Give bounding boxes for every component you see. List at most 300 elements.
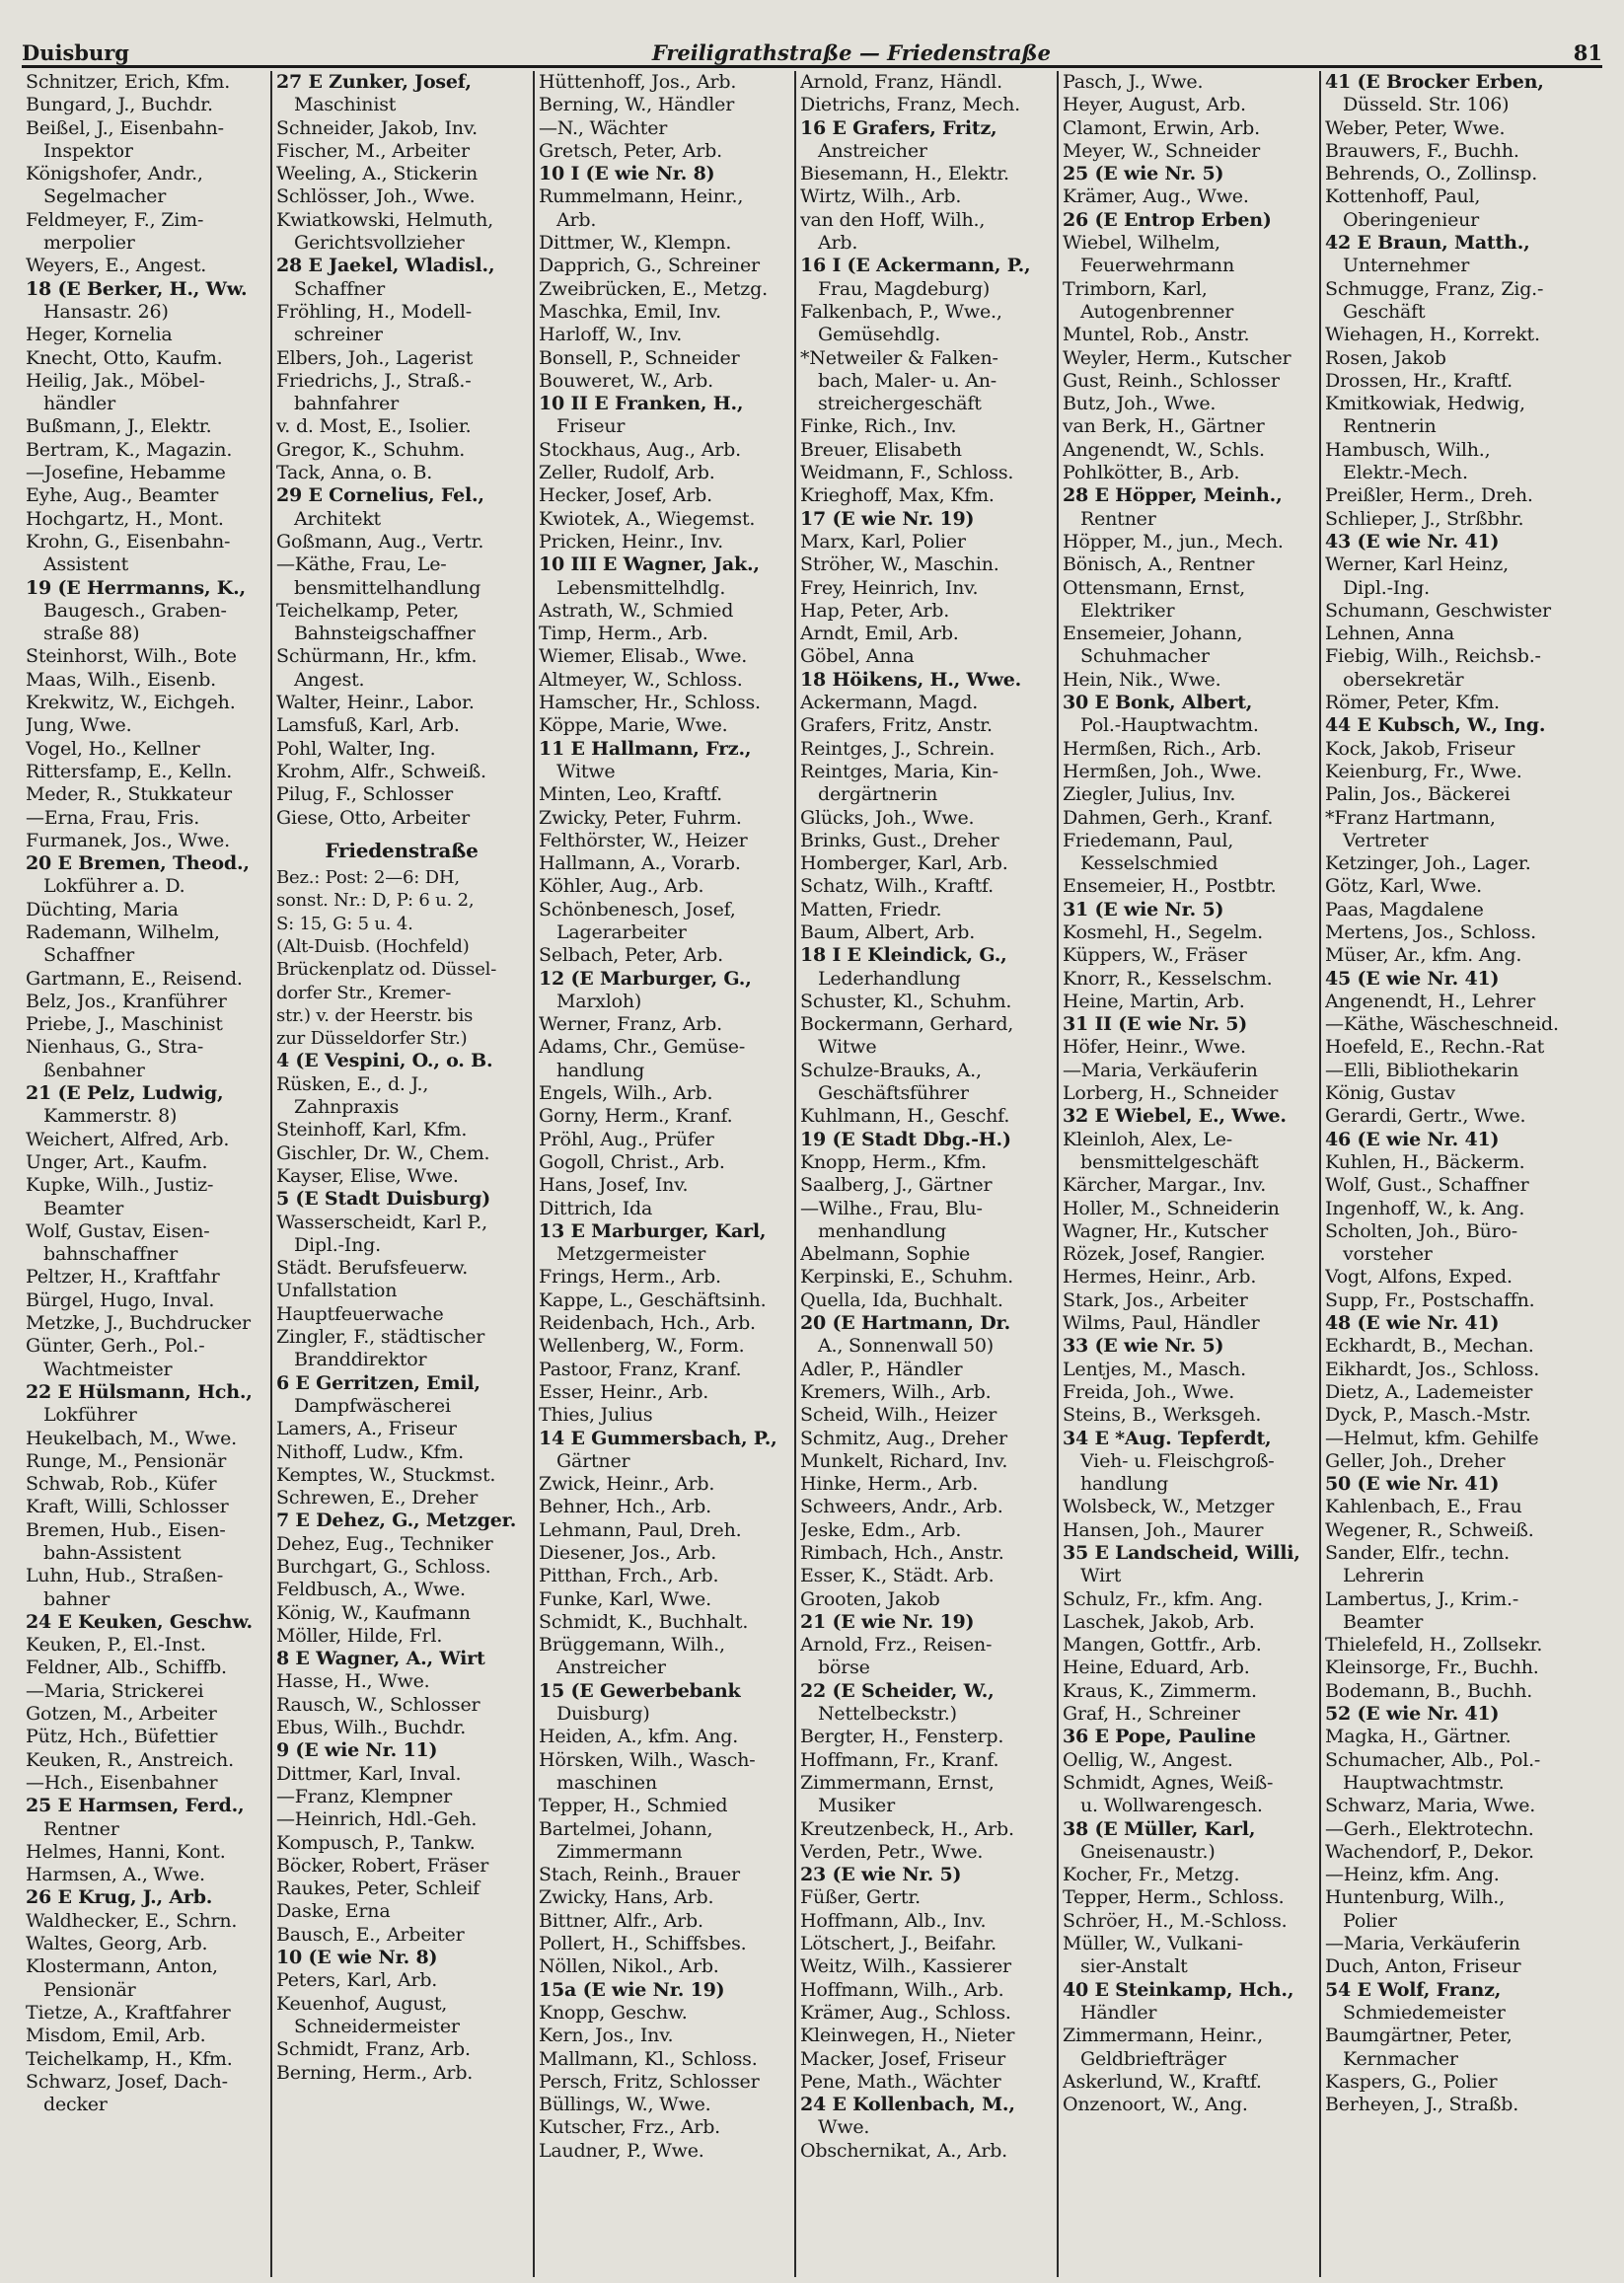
directory-entry: Paas, Magdalene (1325, 898, 1484, 921)
directory-entry: Helmes, Hanni, Kont. (26, 1840, 226, 1863)
directory-entry: Römer, Peter, Kfm. (1325, 692, 1500, 714)
directory-entry: —Helmut, kfm. Gehilfe (1325, 1427, 1539, 1449)
house-number-entry: 40 E Steinkamp, Hch., (1063, 1978, 1294, 2001)
directory-entry: Höpper, M., jun., Mech. (1063, 530, 1284, 552)
entry-continuation: Wwe. (818, 2116, 870, 2139)
entry-continuation: Beamter (1343, 1610, 1424, 1633)
directory-entry: Rittersfamp, E., Kelln. (26, 760, 233, 782)
directory-entry: Baum, Albert, Arb. (800, 921, 976, 943)
directory-entry: Füßer, Gertr. (800, 1886, 922, 1909)
entry-continuation: Nettelbeckstr.) (818, 1703, 957, 1726)
house-number-entry: 19 (E Herrmanns, K., (26, 576, 246, 599)
entry-continuation: Geldbriefträger (1080, 2047, 1226, 2070)
directory-entry: Grafers, Fritz, Anstr. (800, 714, 993, 737)
directory-entry: Frey, Heinrich, Inv. (800, 576, 979, 599)
directory-entry: Pütz, Hch., Büfettier (26, 1726, 218, 1748)
entry-continuation: Kernmacher (1343, 2047, 1458, 2070)
directory-entry: Schulze-Brauks, A., (800, 1059, 982, 1081)
directory-entry: Bertram, K., Magazin. (26, 438, 233, 461)
directory-entry: Laudner, P., Wwe. (539, 2139, 704, 2162)
entry-continuation: Witwe (818, 1036, 877, 1059)
directory-entry: Berning, W., Händler (539, 94, 735, 116)
directory-entry: Städt. Berufsfeuerw. (276, 1257, 469, 1280)
directory-entry: Hinke, Herm., Arb. (800, 1473, 979, 1496)
directory-entry: Raukes, Peter, Schleif (276, 1878, 480, 1900)
directory-entry: Friedrichs, J., Straß.- (276, 369, 472, 392)
directory-entry: Heine, Eduard, Arb. (1063, 1657, 1250, 1679)
directory-entry: Tepper, Herm., Schloss. (1063, 1886, 1285, 1909)
directory-entry: Pastoor, Franz, Kranf. (539, 1358, 742, 1380)
directory-entry: Muntel, Rob., Anstr. (1063, 324, 1250, 346)
directory-entry: Friedemann, Paul, (1063, 829, 1234, 851)
directory-entry: Altmeyer, W., Schloss. (539, 668, 743, 691)
directory-entry: Hallmann, A., Vorarb. (539, 852, 741, 875)
directory-entry: Kleinwegen, H., Nieter (800, 2025, 1015, 2047)
street-description: dorfer Str., Kremer- (276, 982, 452, 1003)
directory-entry: Keuenhof, August, (276, 1992, 448, 2015)
directory-entry: Marx, Karl, Polier (800, 530, 966, 552)
entry-continuation: Lokführer a. D. (43, 875, 185, 898)
directory-entry: Brinks, Gust., Dreher (800, 829, 999, 851)
entry-continuation: Segelmacher (43, 185, 167, 208)
directory-entry: Arndt, Emil, Arb. (800, 623, 959, 645)
directory-entry: Jung, Wwe. (26, 714, 132, 737)
directory-entry: Arnold, Franz, Händl. (800, 71, 1002, 93)
street-description: sonst. Nr.: D, P: 6 u. 2, (276, 890, 475, 912)
house-number-entry: 44 E Kubsch, W., Ing. (1325, 714, 1546, 737)
directory-entry: Dittmer, Karl, Inval. (276, 1762, 462, 1785)
directory-entry: Hap, Peter, Arb. (800, 599, 950, 622)
directory-entry: Krohn, G., Eisenbahn- (26, 530, 231, 552)
house-number-entry: 22 (E Scheider, W., (800, 1679, 995, 1702)
house-number-entry: 26 (E Entrop Erben) (1063, 208, 1272, 231)
directory-entry: Krohm, Alfr., Schweiß. (276, 760, 486, 782)
entry-continuation: bensmittelhandlung (294, 576, 481, 599)
directory-entry: Schuster, Kl., Schuhm. (800, 990, 1012, 1012)
directory-entry: Knecht, Otto, Kaufm. (26, 346, 223, 369)
directory-entry: Hermßen, Joh., Wwe. (1063, 760, 1262, 782)
directory-entry: Hoffmann, Fr., Kranf. (800, 1748, 999, 1771)
house-number-entry: 23 (E wie Nr. 5) (800, 1864, 962, 1886)
directory-entry: Knopp, Herm., Kfm. (800, 1150, 987, 1173)
directory-entry: Schmidt, K., Buchhalt. (539, 1610, 749, 1633)
directory-entry: Stark, Jos., Arbeiter (1063, 1289, 1248, 1311)
directory-entry: —Käthe, Wäscheschneid. (1325, 1013, 1559, 1036)
directory-entry: Esser, Heinr., Arb. (539, 1380, 709, 1403)
directory-entry: Weeling, A., Stickerin (276, 163, 479, 185)
house-number-entry: 28 E Höpper, Meinh., (1063, 484, 1283, 507)
directory-entry: Duch, Anton, Friseur (1325, 1955, 1521, 1978)
directory-entry: Lehmann, Paul, Dreh. (539, 1518, 742, 1541)
directory-entry: Schlieper, J., Strßbhr. (1325, 507, 1524, 530)
directory-entry: *Franz Hartmann, (1325, 806, 1496, 829)
entry-continuation: Architekt (294, 507, 381, 530)
house-number-entry: 18 (E Berker, H., Ww. (26, 277, 248, 300)
directory-entry: —Heinz, kfm. Ang. (1325, 1864, 1500, 1886)
house-number-entry: 41 (E Brocker Erben, (1325, 71, 1544, 93)
entry-continuation: Hansastr. 26) (43, 300, 169, 323)
directory-entry: Kremers, Wilh., Arb. (800, 1380, 992, 1403)
directory-entry: Stach, Reinh., Brauer (539, 1864, 740, 1886)
house-number-entry: 20 E Bremen, Theod., (26, 852, 250, 875)
directory-entry: Angenendt, H., Lehrer (1325, 990, 1535, 1012)
directory-entry: Unger, Art., Kaufm. (26, 1150, 208, 1173)
directory-entry: Zwick, Heinr., Arb. (539, 1473, 715, 1496)
directory-entry: —Erna, Frau, Fris. (26, 806, 200, 829)
directory-entry: Heyer, August, Arb. (1063, 94, 1246, 116)
directory-entry: Rausch, W., Schlosser (276, 1693, 480, 1716)
directory-entry: Weidmann, F., Schloss. (800, 462, 1014, 484)
entry-continuation: Metzgermeister (556, 1243, 706, 1266)
directory-entry: Meyer, W., Schneider (1063, 139, 1261, 162)
directory-entry: Nienhaus, G., Stra- (26, 1036, 204, 1059)
directory-entry: Schlösser, Joh., Wwe. (276, 185, 476, 208)
directory-entry: Meder, R., Stukkateur (26, 783, 232, 806)
directory-entry: Goßmann, Aug., Vertr. (276, 530, 484, 552)
directory-entry: —Maria, Verkäuferin (1063, 1059, 1258, 1081)
directory-entry: Wiebel, Wilhelm, (1063, 232, 1220, 255)
house-number-entry: 27 E Zunker, Josef, (276, 71, 472, 93)
house-number-entry: 6 E Gerritzen, Emil, (276, 1371, 480, 1394)
entry-continuation: bahnschaffner (43, 1243, 178, 1266)
directory-entry: Scheid, Wilh., Heizer (800, 1404, 997, 1427)
directory-entry: Ottensmann, Ernst, (1063, 576, 1245, 599)
directory-entry: Küppers, W., Fräser (1063, 944, 1247, 967)
directory-entry: Graf, H., Schreiner (1063, 1703, 1240, 1726)
house-number-entry: 7 E Dehez, G., Metzger. (276, 1510, 517, 1532)
directory-entry: Ströher, W., Maschin. (800, 553, 999, 576)
directory-entry: Wagner, Hr., Kutscher (1063, 1219, 1269, 1242)
house-number-entry: 25 (E wie Nr. 5) (1063, 163, 1224, 185)
directory-entry: Biesemann, H., Elektr. (800, 163, 1009, 185)
directory-entry: Wolf, Gustav, Eisen- (26, 1219, 210, 1242)
directory-entry: Weber, Peter, Wwe. (1325, 116, 1506, 139)
directory-entry: Giese, Otto, Arbeiter (276, 806, 470, 829)
house-number-entry: 38 (E Müller, Karl, (1063, 1817, 1256, 1840)
directory-entry: Lorberg, H., Schneider (1063, 1082, 1279, 1105)
house-number-entry: 31 II (E wie Nr. 5) (1063, 1013, 1248, 1036)
directory-columns (22, 71, 1602, 2277)
directory-entry: Minten, Leo, Kraftf. (539, 783, 723, 806)
directory-entry: Walter, Heinr., Labor. (276, 692, 475, 714)
header-city: Duisburg (22, 40, 129, 65)
directory-entry: König, Gustav (1325, 1082, 1455, 1105)
house-number-entry: 45 (E wie Nr. 41) (1325, 967, 1500, 990)
directory-entry: —Hch., Eisenbahner (26, 1771, 218, 1794)
directory-entry: Knorr, R., Kesselschm. (1063, 967, 1273, 990)
house-number-entry: 10 III E Wagner, Jak., (539, 553, 760, 576)
directory-entry: Nithoff, Ludw., Kfm. (276, 1440, 464, 1463)
directory-entry: Bergter, H., Fensterp. (800, 1726, 1004, 1748)
directory-entry: Bürgel, Hugo, Inval. (26, 1289, 215, 1311)
directory-entry: Schönbenesch, Josef, (539, 898, 736, 921)
directory-entry: Schürmann, Hr., kfm. (276, 645, 478, 668)
directory-entry: —Heinrich, Hdl.-Geh. (276, 1808, 478, 1831)
directory-entry: Reintges, J., Schrein. (800, 737, 996, 760)
directory-entry: Rüsken, E., d. J., (276, 1072, 429, 1095)
directory-entry: Ziegler, Julius, Inv. (1063, 783, 1236, 806)
directory-entry: Hecker, Josef, Arb. (539, 484, 712, 507)
directory-entry: Lamsfuß, Karl, Arb. (276, 714, 460, 737)
directory-entry: Weitz, Wilh., Kassierer (800, 1955, 1011, 1978)
directory-entry: Gretsch, Peter, Arb. (539, 139, 722, 162)
directory-entry: Hörsken, Wilh., Wasch- (539, 1748, 756, 1771)
directory-entry: Hermßen, Rich., Arb. (1063, 737, 1262, 760)
directory-entry: Bungard, J., Buchdr. (26, 94, 213, 116)
directory-entry: Brüggemann, Wilh., (539, 1634, 725, 1657)
entry-continuation: Maschinist (294, 94, 397, 116)
directory-entry: —Josefine, Hebamme (26, 462, 226, 484)
entry-continuation: Hauptwachtmstr. (1343, 1771, 1505, 1794)
directory-entry: Mallmann, Kl., Schloss. (539, 2047, 758, 2070)
directory-entry: Waldhecker, E., Schrn. (26, 1909, 238, 1932)
entry-continuation: Lehrerin (1343, 1565, 1425, 1587)
directory-entry: Hansen, Joh., Maurer (1063, 1518, 1264, 1541)
directory-entry: Dittmer, W., Klempn. (539, 232, 732, 255)
directory-entry: —Elli, Bibliothekarin (1325, 1059, 1519, 1081)
directory-entry: Burchgart, G., Schloss. (276, 1556, 491, 1578)
entry-continuation: bahnfahrer (294, 393, 399, 415)
directory-entry: Wiehagen, H., Korrekt. (1325, 324, 1540, 346)
directory-entry: Kaspers, G., Polier (1325, 2070, 1498, 2093)
entry-continuation: maschinen (556, 1771, 657, 1794)
directory-entry: Nöllen, Nikol., Arb. (539, 1955, 719, 1978)
directory-entry: Weichert, Alfred, Arb. (26, 1128, 230, 1150)
directory-entry: Dehez, Eug., Techniker (276, 1532, 493, 1555)
directory-entry: Kutscher, Frz., Arb. (539, 2116, 720, 2139)
directory-entry: Keuken, P., El.-Inst. (26, 1634, 206, 1657)
directory-entry: Schulz, Fr., kfm. Ang. (1063, 1587, 1263, 1610)
directory-entry: v. d. Most, E., Isolier. (276, 415, 472, 438)
directory-entry: —Maria, Strickerei (26, 1679, 204, 1702)
house-number-entry: 9 (E wie Nr. 11) (276, 1739, 438, 1762)
entry-continuation: bensmittelgeschäft (1080, 1150, 1259, 1173)
directory-entry: Steins, B., Werksgeh. (1063, 1404, 1262, 1427)
directory-entry: Kocher, Fr., Metzg. (1063, 1864, 1240, 1886)
house-number-entry: 10 (E wie Nr. 8) (276, 1947, 438, 1969)
entry-continuation: Arb. (818, 232, 858, 255)
directory-entry: Ketzinger, Joh., Lager. (1325, 852, 1531, 875)
directory-entry: Thielefeld, H., Zollsekr. (1325, 1634, 1543, 1657)
directory-entry: Daske, Erna (276, 1900, 391, 1923)
directory-entry: Felthörster, W., Heizer (539, 829, 748, 851)
entry-continuation: Pol.-Hauptwachtm. (1080, 714, 1259, 737)
entry-continuation: ßenbahner (43, 1059, 145, 1081)
directory-entry: Grooten, Jakob (800, 1587, 940, 1610)
directory-entry: Heiden, A., kfm. Ang. (539, 1726, 739, 1748)
house-number-entry: 52 (E wie Nr. 41) (1325, 1703, 1500, 1726)
directory-entry: Angenendt, W., Schls. (1063, 438, 1265, 461)
entry-continuation: handlung (556, 1059, 645, 1081)
directory-entry: Misdom, Emil, Arb. (26, 2025, 206, 2047)
directory-entry: Rummelmann, Heinr., (539, 185, 744, 208)
entry-continuation: Vieh- u. Fleischgroß- (1080, 1449, 1275, 1472)
directory-entry: Peltzer, H., Kraftfahr (26, 1266, 220, 1289)
directory-entry: Pasch, J., Wwe. (1063, 71, 1204, 93)
directory-entry: Tack, Anna, o. B. (276, 462, 433, 484)
directory-entry: Pitthan, Frch., Arb. (539, 1565, 719, 1587)
entry-continuation: A., Sonnenwall 50) (818, 1335, 995, 1358)
entry-continuation: Elektr.-Mech. (1343, 462, 1468, 484)
entry-continuation: straße 88) (43, 623, 140, 645)
directory-entry: Munkelt, Richard, Inv. (800, 1449, 1008, 1472)
directory-entry: Weyler, Herm., Kutscher (1063, 346, 1292, 369)
directory-entry: Oellig, W., Angest. (1063, 1748, 1233, 1771)
directory-entry: Steinhoff, Karl, Kfm. (276, 1119, 468, 1142)
entry-continuation: u. Wollwarengesch. (1080, 1795, 1263, 1817)
directory-entry: Diesener, Jos., Arb. (539, 1542, 717, 1564)
directory-entry: Verden, Petr., Wwe. (800, 1840, 984, 1863)
directory-entry: Pollert, H., Schiffsbes. (539, 1933, 747, 1955)
house-number-entry: 16 I (E Ackermann, P., (800, 255, 1031, 277)
directory-entry: Baumgärtner, Peter, (1325, 2025, 1513, 2047)
house-number-entry: 30 E Bonk, Albert, (1063, 692, 1253, 714)
directory-entry: Gogoll, Christ., Arb. (539, 1150, 725, 1173)
directory-entry: Schmidt, Franz, Arb. (276, 2038, 471, 2061)
directory-entry: Adams, Chr., Gemüse- (539, 1036, 746, 1059)
directory-entry: Lambertus, J., Krim.- (1325, 1587, 1519, 1610)
directory-entry: Schrewen, E., Dreher (276, 1487, 479, 1510)
house-number-entry: 20 (E Hartmann, Dr. (800, 1312, 1011, 1335)
entry-continuation: streichergeschäft (818, 393, 982, 415)
directory-entry: Onzenoort, W., Ang. (1063, 2094, 1248, 2116)
directory-entry: Behner, Hch., Arb. (539, 1496, 711, 1518)
directory-entry: Bönisch, A., Rentner (1063, 553, 1255, 576)
house-number-entry: 36 E Pope, Pauline (1063, 1726, 1256, 1748)
directory-entry: Kemptes, W., Stuckmst. (276, 1463, 496, 1486)
directory-entry: Kwiatkowski, Helmuth, (276, 208, 493, 231)
directory-entry: Rosen, Jakob (1325, 346, 1446, 369)
entry-continuation: Kesselschmied (1080, 852, 1218, 875)
street-title: Friedenstraße (325, 839, 479, 862)
directory-entry: —Maria, Verkäuferin (1325, 1933, 1520, 1955)
house-number-entry: 15 (E Gewerbebank (539, 1679, 741, 1702)
house-number-entry: 19 (E Stadt Dbg.-H.) (800, 1128, 1011, 1150)
house-number-entry: 24 E Kollenbach, M., (800, 2094, 1015, 2116)
directory-entry: Feldmeyer, F., Zim- (26, 208, 204, 231)
entry-continuation: Friseur (556, 415, 626, 438)
directory-entry: Geller, Joh., Dreher (1325, 1449, 1506, 1472)
house-number-entry: 5 (E Stadt Duisburg) (276, 1188, 490, 1211)
directory-entry: Berning, Herm., Arb. (276, 2061, 474, 2084)
directory-entry: Macker, Josef, Friseur (800, 2047, 1005, 2070)
directory-entry: Kahlenbach, E., Frau (1325, 1496, 1522, 1518)
directory-entry: Zimmermann, Heinr., (1063, 2025, 1263, 2047)
directory-entry: Supp, Fr., Postschaffn. (1325, 1289, 1535, 1311)
entry-continuation: Wirt (1080, 1565, 1122, 1587)
entry-continuation: Schmiedemeister (1343, 2001, 1506, 2024)
directory-entry: Wachendorf, P., Dekor. (1325, 1840, 1534, 1863)
entry-continuation: Zahnpraxis (294, 1096, 400, 1119)
directory-entry: Ackermann, Magd. (800, 692, 979, 714)
entry-continuation: obersekretär (1343, 668, 1464, 691)
house-number-entry: 21 (E wie Nr. 19) (800, 1610, 975, 1633)
directory-entry: Scholten, Joh., Büro- (1325, 1219, 1517, 1242)
directory-entry: Mangen, Gottfr., Arb. (1063, 1634, 1262, 1657)
directory-entry: Zweibrücken, E., Metzg. (539, 277, 768, 300)
directory-entry: Düchting, Maria (26, 898, 179, 921)
directory-entry: Harloff, W., Inv. (539, 324, 683, 346)
directory-entry: Gregor, K., Schuhm. (276, 438, 466, 461)
directory-entry: Schnitzer, Erich, Kfm. (26, 71, 231, 93)
directory-entry: Göbel, Anna (800, 645, 915, 668)
directory-entry: Pene, Math., Wächter (800, 2070, 1001, 2093)
directory-entry: Wiemer, Elisab., Wwe. (539, 645, 748, 668)
directory-entry: Zimmermann, Ernst, (800, 1771, 995, 1794)
directory-entry: Kärcher, Margar., Inv. (1063, 1174, 1267, 1197)
directory-entry: Schumacher, Alb., Pol.- (1325, 1748, 1541, 1771)
directory-entry: Stockhaus, Aug., Arb. (539, 438, 741, 461)
directory-entry: Bodemann, B., Buchh. (1325, 1679, 1533, 1702)
entry-continuation: Baugesch., Graben- (43, 599, 227, 622)
directory-entry: Gust, Reinh., Schlosser (1063, 369, 1280, 392)
directory-entry: Bußmann, J., Elektr. (26, 415, 212, 438)
directory-entry: Krekwitz, W., Eichgeh. (26, 692, 236, 714)
entry-continuation: Händler (1080, 2001, 1157, 2024)
directory-entry: Hermes, Heinr., Arb. (1063, 1266, 1257, 1289)
directory-entry: Köhler, Aug., Arb. (539, 875, 704, 898)
directory-entry: Pilug, F., Schlosser (276, 783, 453, 806)
entry-continuation: Geschäft (1343, 300, 1426, 323)
directory-entry: Kuhlen, H., Bäckerm. (1325, 1150, 1525, 1173)
directory-entry: Gischler, Dr. W., Chem. (276, 1142, 490, 1164)
directory-entry: Hüttenhoff, Jos., Arb. (539, 71, 737, 93)
directory-entry: Lentjes, M., Masch. (1063, 1358, 1246, 1380)
directory-entry: Brauwers, F., Buchh. (1325, 139, 1519, 162)
directory-entry: Ingenhoff, W., k. Ang. (1325, 1197, 1525, 1219)
directory-entry: Hamscher, Hr., Schloss. (539, 692, 761, 714)
directory-entry: Belz, Jos., Kranführer (26, 990, 227, 1012)
entry-continuation: Rentner (1080, 507, 1156, 530)
directory-entry: Kerpinski, E., Schuhm. (800, 1266, 1013, 1289)
directory-entry: Bremen, Hub., Eisen- (26, 1518, 226, 1541)
directory-entry: Kern, Jos., Inv. (539, 2025, 674, 2047)
entry-continuation: bahn-Assistent (43, 1542, 182, 1564)
directory-entry: Thies, Julius (539, 1404, 653, 1427)
house-number-entry: 17 (E wie Nr. 19) (800, 507, 975, 530)
entry-continuation: menhandlung (818, 1219, 946, 1242)
directory-entry: Kwiotek, A., Wiegemst. (539, 507, 756, 530)
directory-entry: Königshofer, Andr., (26, 163, 203, 185)
house-number-entry: 48 (E wie Nr. 41) (1325, 1312, 1500, 1335)
directory-entry: Büllings, W., Wwe. (539, 2094, 711, 2116)
entry-continuation: sier-Anstalt (1080, 1955, 1188, 1978)
directory-entry: Palin, Jos., Bäckerei (1325, 783, 1511, 806)
entry-continuation: Anstreicher (556, 1657, 666, 1679)
entry-continuation: Lokführer (43, 1404, 137, 1427)
directory-entry: Hochgartz, H., Mont. (26, 507, 224, 530)
entry-continuation: Lebensmittelhdlg. (556, 576, 726, 599)
directory-entry: Kmitkowiak, Hedwig, (1325, 393, 1525, 415)
house-number-entry: 8 E Wagner, A., Wirt (276, 1648, 485, 1670)
directory-entry: Krämer, Aug., Wwe. (1063, 185, 1249, 208)
directory-entry: Fiebig, Wilh., Reichsb.- (1325, 645, 1541, 668)
directory-entry: Frings, Herm., Arb. (539, 1266, 721, 1289)
directory-entry: Askerlund, W., Kraftf. (1063, 2070, 1262, 2093)
directory-entry: Zeller, Rudolf, Arb. (539, 462, 715, 484)
entry-continuation: Gneisenaustr.) (1080, 1840, 1216, 1863)
directory-entry: Trimborn, Karl, (1063, 277, 1208, 300)
directory-entry: Klostermann, Anton, (26, 1955, 218, 1978)
directory-entry: Kupke, Wilh., Justiz- (26, 1174, 214, 1197)
house-number-entry: 50 (E wie Nr. 41) (1325, 1473, 1500, 1496)
entry-continuation: Beamter (43, 1197, 124, 1219)
directory-entry: Kreutzenbeck, H., Arb. (800, 1817, 1014, 1840)
entry-continuation: decker (43, 2094, 108, 2116)
entry-continuation: börse (818, 1657, 870, 1679)
directory-entry: Kappe, L., Geschäftsinh. (539, 1289, 767, 1311)
directory-entry: Gartmann, E., Reisend. (26, 967, 243, 990)
